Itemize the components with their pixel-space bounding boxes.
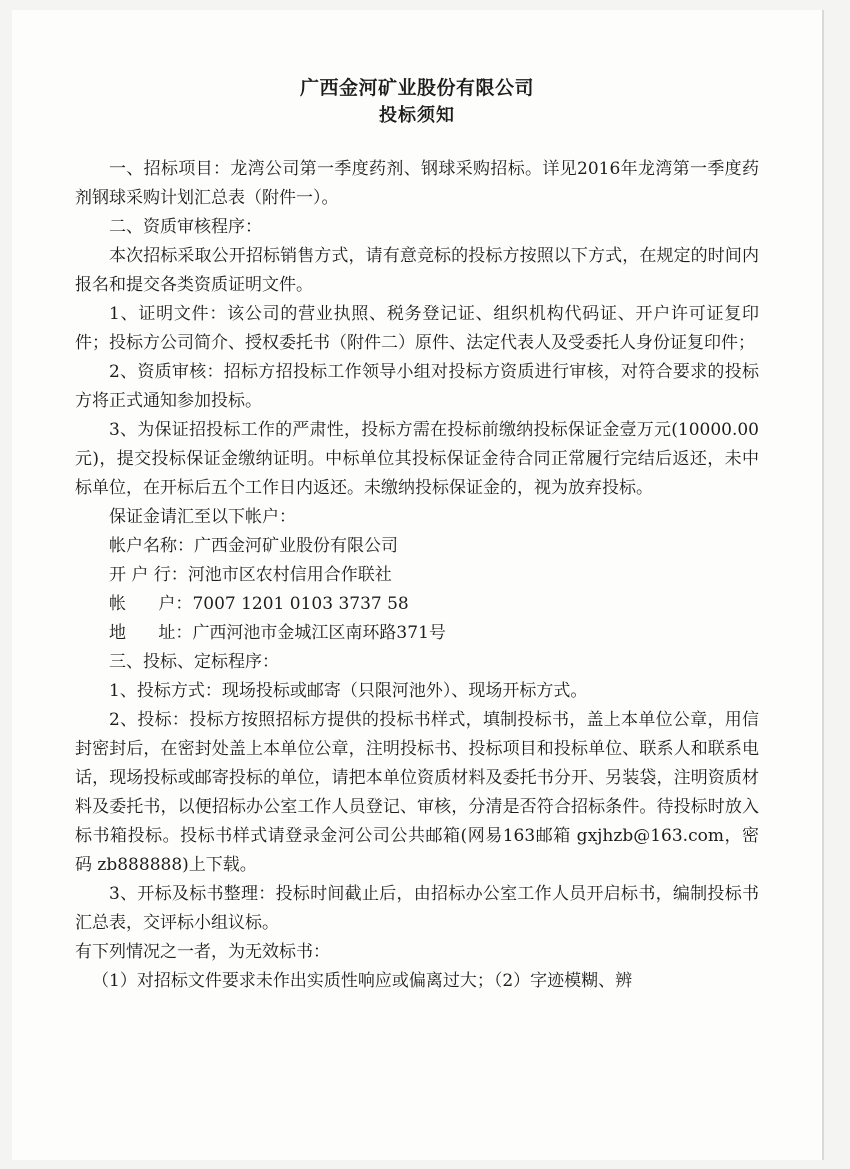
company-title: 广西金河矿业股份有限公司 — [299, 77, 534, 99]
account-name-value: 广西金河矿业股份有限公司 — [194, 536, 398, 556]
document-body — [75, 74, 759, 996]
section-1-project: 一、招标项目：龙湾公司第一季度药剂、钢球采购招标。详见2016年龙湾第一季度药剂钢球采购计划汇总表（附件一）。 — [75, 159, 759, 208]
invalid-bid-intro: 有下列情况之一者，为无效标书： — [75, 942, 330, 962]
account-bank-row — [75, 561, 759, 590]
item-bid-opening: 3、开标及标书整理：投标时间截止后，由招标办公室工作人员开启标书，编制投标书汇总表，交评标小组议标。 — [75, 884, 759, 933]
account-number-value: 7007 1201 0103 3737 58 — [192, 594, 409, 614]
account-name-label: 帐户名称： — [109, 536, 194, 556]
account-address-row — [75, 619, 759, 648]
item-deposit: 3、为保证招投标工作的严肃性，投标方需在投标前缴纳投标保证金壹万元(10000.00元)，提交投标保证金缴纳证明。中标单位其投标保证金待合同正常履行完结后返还，未中标单位，在开标后五个工作日内返还。未缴纳投标保证金的，视为放弃投标。 — [75, 420, 759, 498]
scanned-page — [12, 10, 824, 1160]
section-2-heading: 二、资质审核程序： — [109, 217, 262, 237]
item-bid-method: 1、投标方式：现场投标或邮寄（只限河池外）、现场开标方式。 — [109, 681, 588, 701]
account-name-row — [75, 532, 759, 561]
account-number-row — [75, 590, 759, 619]
deposit-account-intro: 保证金请汇至以下帐户： — [109, 507, 296, 527]
section-3-heading: 三、投标、定标程序： — [109, 652, 279, 672]
item-certificates: 1、证明文件：该公司的营业执照、税务登记证、组织机构代码证、开户许可证复印件；投标方公司简介、授权委托书（附件二）原件、法定代表人及受委托人身份证复印件； — [75, 304, 759, 353]
document-title: 投标须知 — [379, 105, 455, 126]
account-address-value: 广西河池市金城江区南环路371号 — [192, 623, 446, 643]
section-2-intro: 本次招标采取公开招标销售方式，请有意竞标的投标方按照以下方式，在规定的时间内报名和提交各类资质证明文件。 — [75, 246, 759, 295]
account-number-label: 帐 户： — [109, 594, 193, 614]
account-bank-value: 河池市区农村信用合作联社 — [187, 565, 392, 585]
invalid-bid-conditions: （1）对招标文件要求未作出实质性响应或偏离过大；（2）字迹模糊、辨 — [92, 971, 633, 991]
item-qualification-review: 2、资质审核：招标方招投标工作领导小组对投标方资质进行审核，对符合要求的投标方将正式通知参加投标。 — [75, 362, 759, 411]
account-address-label: 地 址： — [109, 623, 193, 643]
item-bidding: 2、投标：投标方按照招标方提供的投标书样式，填制投标书，盖上本单位公章，用信封密封后，在密封处盖上本单位公章，注明投标书、投标项目和投标单位、联系人和联系电话，现场投标或邮寄投标的单位，请把本单位资质材料及委托书分开、另装袋，注明资质材料及委托书，以便招标办公室工作人员登记、审核，分清是否符合招标条件。待投标时放入标书箱投标。投标书样式请登录金河公司公共邮箱(网易163邮箱 gxjhzb@163.com，密码 zb888888)上下载。 — [75, 710, 759, 875]
account-bank-label: 开 户 行： — [109, 565, 188, 585]
